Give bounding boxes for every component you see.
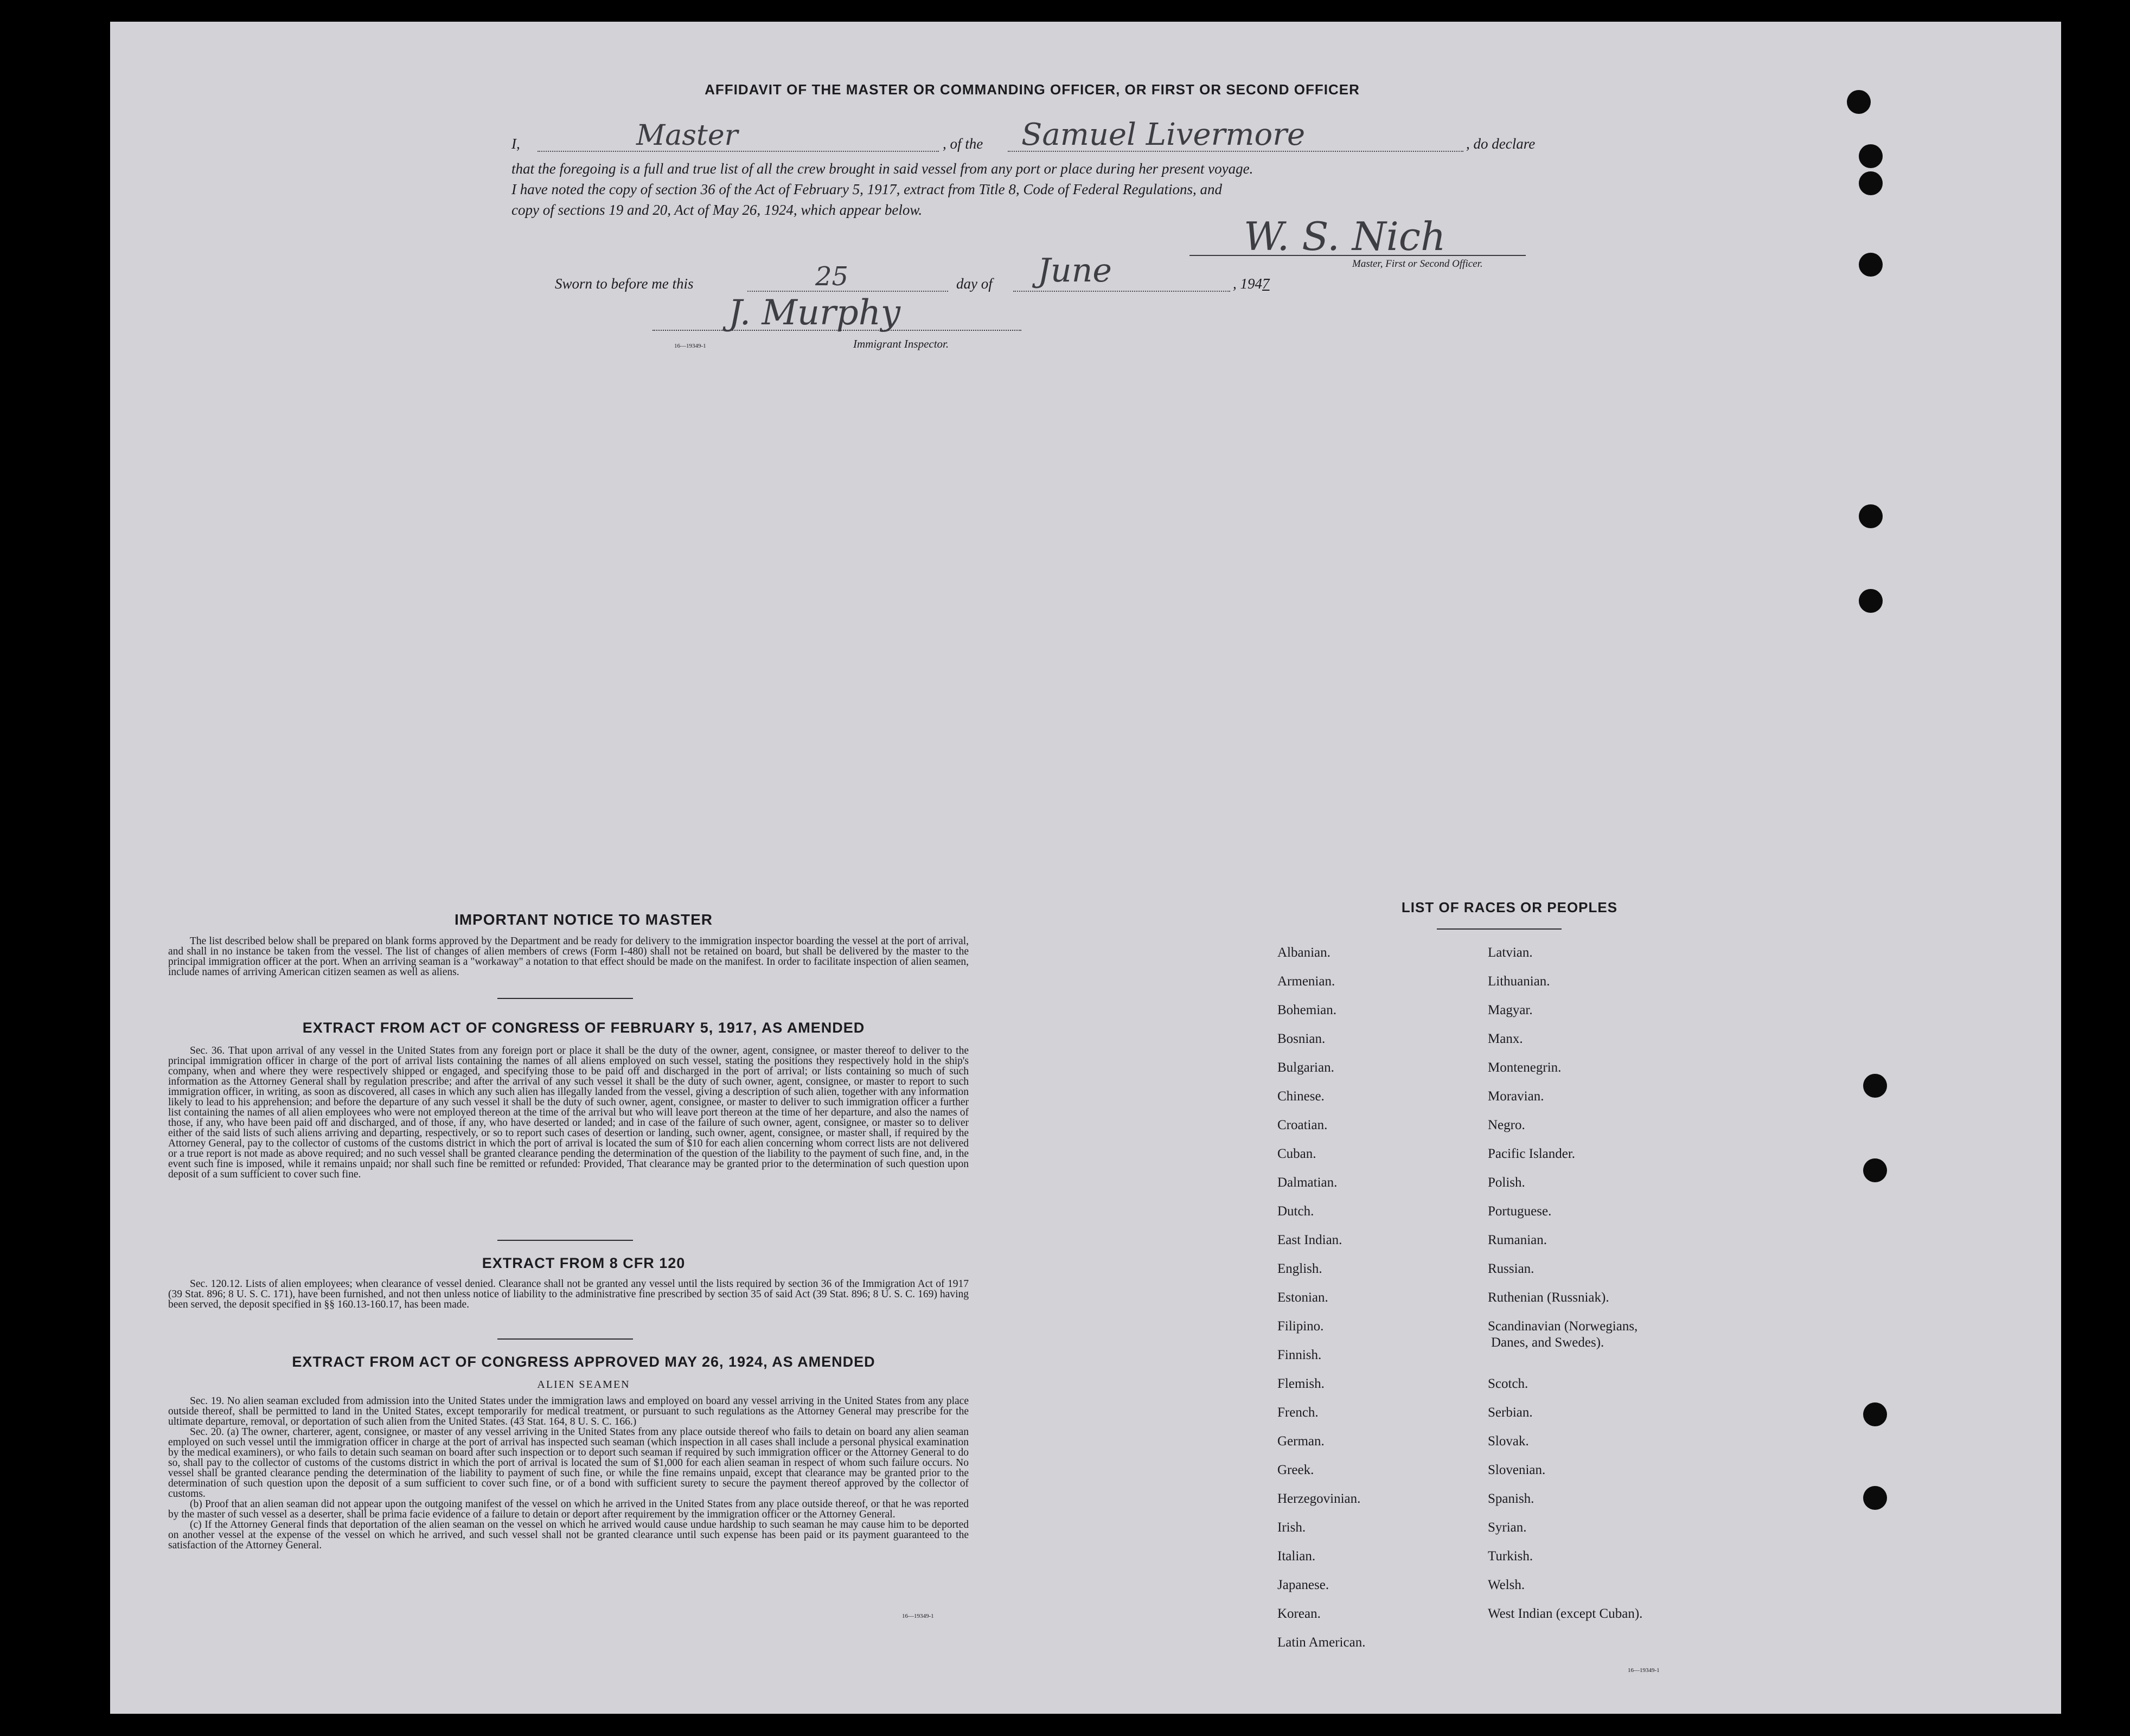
race-item: Croatian. xyxy=(1277,1118,1328,1132)
race-item: Scotch. xyxy=(1488,1376,1528,1391)
race-item: Portuguese. xyxy=(1488,1204,1552,1219)
separator xyxy=(1437,928,1562,930)
affidavit-title: AFFIDAVIT OF THE MASTER OR COMMANDING OFFICER, OR FIRST OR SECOND OFFICER xyxy=(705,81,1360,98)
race-item: Turkish. xyxy=(1488,1549,1533,1564)
i-label: I, xyxy=(511,136,520,152)
race-item: Ruthenian (Russniak). xyxy=(1488,1290,1609,1305)
race-item: Slovak. xyxy=(1488,1434,1529,1449)
year-digit-handwritten: 7 xyxy=(1262,276,1270,292)
separator xyxy=(497,1240,633,1241)
race-item: Dalmatian. xyxy=(1277,1175,1338,1190)
race-item: Flemish. xyxy=(1277,1376,1325,1391)
extract-1924-text xyxy=(168,1396,969,1551)
race-item: Herzegovinian. xyxy=(1277,1491,1361,1506)
race-item: Armenian. xyxy=(1277,974,1335,989)
declaration-line-2: that the foregoing is a full and true list of all the crew brought in said vessel from any port or place during her present voyage. xyxy=(511,161,1253,177)
extract-cfr-title: EXTRACT FROM 8 CFR 120 xyxy=(482,1255,686,1271)
alien-seamen-subtitle: ALIEN SEAMEN xyxy=(537,1379,630,1391)
day-of-label: day of xyxy=(956,276,993,292)
officer-title-rule xyxy=(538,136,939,152)
race-item: Moravian. xyxy=(1488,1089,1544,1104)
extract-1917-text xyxy=(168,1046,969,1180)
race-item: Slovenian. xyxy=(1488,1463,1546,1477)
race-item: Estonian. xyxy=(1277,1290,1328,1305)
race-item: English. xyxy=(1277,1261,1322,1276)
race-item: Pacific Islander. xyxy=(1488,1146,1576,1161)
races-right-column xyxy=(1488,945,1642,1635)
section-20a-paragraph: Sec. 20. (a) The owner, charterer, agent, consignee, or master of any vessel arriving in the United States from any place outside thereof who fails to detain on board any alien seaman employed on such vessel until the immigration officer in charge at the port of arrival has inspected such seaman (which inspection in all cases shall include a personal physical examination by the medical examiners), or who fails to detain such seaman on board after such inspection or to deport such seaman if required by such immigration officer or the Attorney General to do so, shall pay to the collector of customs of the customs district in which the port of arrival is located the sum of $1,000 for each alien seaman in respect of whom such failure occurs. No vessel shall be granted clearance pending the determination of the liability to payment of such fine, or while the fine remains unpaid, except that clearance may be granted prior to the determination of such question upon the deposit of a sum sufficient to cover such fine, or of a bond with sufficient surety to secure the payment thereof approved by the collector of customs. xyxy=(168,1426,969,1500)
races-title: LIST OF RACES OR PEOPLES xyxy=(1401,899,1618,915)
cfr-paragraph: Sec. 120.12. Lists of alien employees; when clearance of vessel denied. Clearance shall not be granted any vessel until the lists required by section 36 of the Immigration Act of 1917 (39 Stat. 896; 8 U. S. C. 171), have been furnished, and not then unless notice of liability to the administrative fine prescribed by section 35 of said Act (39 Stat. 896; 8 U. S. C. 169) having been served, the deposit specified in §§ 160.13-160.17, has been made. xyxy=(168,1278,969,1310)
day-handwritten: 25 xyxy=(815,261,849,292)
race-item: Dutch. xyxy=(1277,1204,1314,1219)
race-item-continued: Danes, and Swedes). xyxy=(1491,1335,1604,1350)
race-item: Japanese. xyxy=(1277,1578,1329,1592)
race-item: Finnish. xyxy=(1277,1348,1322,1362)
race-item: Manx. xyxy=(1488,1032,1523,1046)
race-item: Filipino. xyxy=(1277,1319,1324,1334)
inspector-signature: J. Murphy xyxy=(728,293,901,333)
race-item: Scandinavian (Norwegians, xyxy=(1488,1319,1638,1334)
section-36-paragraph: Sec. 36. That upon arrival of any vessel in the United States from any foreign port or place it shall be the duty of the owner, agent, consignee, or master thereof to deliver to the principal immigration officer in charge of the port of arrival lists containing the names of all aliens employed on such vessel, stating the positions they respectively hold in the ship's company, when and where they were respectively shipped or engaged, and specifying those to be paid off and discharged in the port of arrival; or lists containing so much of such information as the Attorney General shall by regulation prescribe; and after the arrival of any such vessel it shall be the duty of such owner, agent, consignee, or master to report to such immigration officer, in writing, as soon as discovered, all cases in which any such alien has illegally landed from the vessel, giving a description of such alien, together with any information likely to lead to his apprehension; and before the departure of any such vessel it shall be the duty of such owner, agent, consignee, or master to deliver to such immigration officer a further list containing the names of all alien employees who were not employed thereon at the time of the arrival but who will leave port thereon at the time of her departure, and also the names of those, if any, who have been paid off and discharged, and of those, if any, who have deserted or landed; and in case of the failure of such owner, agent, consignee, or master so to deliver either of the said lists of such aliens arriving and departing, respectively, or so to report such cases of desertion or landing, such owner, agent, consignee, or master shall, if required by the Attorney General, pay to the collector of customs of the customs district in which the port of arrival is located the sum of $10 for each alien concerning whom correct lists are not delivered or a true report is not made as above required; and no such vessel shall be granted clearance pending the determination of the question of the liability to the payment of such fine, and, in the event such fine is imposed, while it remains unpaid; nor shall such fine be remitted or refunded: Provided, That clearance may be granted prior to the determination of such question upon deposit of a sum sufficient to cover such fine. xyxy=(168,1045,969,1180)
master-caption: Master, First or Second Officer. xyxy=(1352,258,1483,270)
race-item: Italian. xyxy=(1277,1549,1316,1564)
race-item: Albanian. xyxy=(1277,945,1331,960)
race-item: Lithuanian. xyxy=(1488,974,1550,989)
race-item: East Indian. xyxy=(1277,1233,1342,1247)
form-code: 16—19349-1 xyxy=(674,343,706,349)
races-left-column xyxy=(1277,945,1365,1663)
race-item: Syrian. xyxy=(1488,1520,1527,1535)
race-item: Latin American. xyxy=(1277,1635,1366,1650)
notice-text xyxy=(168,936,969,977)
master-signature: W. S. Nich xyxy=(1244,214,1446,259)
race-item: Bosnian. xyxy=(1277,1032,1326,1046)
month-handwritten: June xyxy=(1038,252,1112,290)
punch-hole xyxy=(1863,1074,1887,1098)
declare-label: , do declare xyxy=(1466,136,1536,152)
race-item: Bulgarian. xyxy=(1277,1060,1334,1075)
race-item: Montenegrin. xyxy=(1488,1060,1562,1075)
form-page xyxy=(110,22,2061,1714)
separator xyxy=(497,998,633,999)
of-the-label: , of the xyxy=(943,136,983,152)
race-item: Greek. xyxy=(1277,1463,1314,1477)
punch-hole xyxy=(1859,171,1883,195)
notice-paragraph: The list described below shall be prepared on blank forms approved by the Department and be ready for delivery to the immigration inspector boarding the vessel at the port of arrival, and shall in no instance be taken from the vessel. The list of changes of alien members of crews (Form I-480) shall not be retained on board, but shall be delivered by the master to the principal immigration officer at the port. When an arriving seaman is a "workaway" a notation to that effect should be made on the manifest. In order to facilitate inspection of alien seamen, include names of arriving American citizen seamen as well as aliens. xyxy=(168,936,969,978)
race-item: German. xyxy=(1277,1434,1325,1449)
punch-hole xyxy=(1847,90,1871,114)
race-item: Rumanian. xyxy=(1488,1233,1547,1247)
race-item: Irish. xyxy=(1277,1520,1306,1535)
race-item: Polish. xyxy=(1488,1175,1525,1190)
year-label: , 1947 xyxy=(1233,276,1270,292)
sworn-label: Sworn to before me this xyxy=(555,276,694,292)
extract-cfr-text xyxy=(168,1279,969,1310)
extract-1917-title: EXTRACT FROM ACT OF CONGRESS OF FEBRUARY 5, 1917, AS AMENDED xyxy=(302,1020,865,1036)
officer-title-handwritten: Master xyxy=(636,119,738,152)
race-item: Bohemian. xyxy=(1277,1003,1337,1017)
section-20c-paragraph: (c) If the Attorney General finds that deportation of the alien seaman on the vessel on which he arrived would cause undue hardship to such seaman he may cause him to be deported on another vessel at the expense of the vessel on which he arrived, and such vessel shall not be granted clearance until such expense has been paid or its payment guaranteed to the satisfaction of the Attorney General. xyxy=(168,1519,969,1551)
race-item: Chinese. xyxy=(1277,1089,1325,1104)
form-code: 16—19349-1 xyxy=(1628,1667,1660,1674)
race-item: Korean. xyxy=(1277,1606,1321,1621)
race-item: Russian. xyxy=(1488,1261,1534,1276)
declaration-line-3: I have noted the copy of section 36 of the Act of February 5, 1917, extract from Title 8, Code of Federal Regulations, and xyxy=(511,181,1223,197)
declaration-line-1 xyxy=(511,117,1661,157)
race-item: West Indian (except Cuban). xyxy=(1488,1606,1643,1621)
punch-hole xyxy=(1863,1486,1887,1510)
punch-hole xyxy=(1859,253,1883,277)
separator xyxy=(497,1338,633,1340)
punch-hole xyxy=(1859,504,1883,528)
declaration-line-4: copy of sections 19 and 20, Act of May 26, 1924, which appear below. xyxy=(511,202,923,218)
inspector-caption: Immigrant Inspector. xyxy=(853,337,949,350)
vessel-name-handwritten: Samuel Livermore xyxy=(1021,117,1306,152)
race-item: Magyar. xyxy=(1488,1003,1533,1017)
punch-hole xyxy=(1859,589,1883,613)
race-item: Welsh. xyxy=(1488,1578,1525,1592)
section-20b-paragraph: (b) Proof that an alien seaman did not appear upon the outgoing manifest of the vessel on which he arrived in the United States from any place outside thereof, or that he was reported by the master of such vessel as a deserter, shall be prima facie evidence of a failure to detain or deport after requirement by the immigration officer or the Attorney General. xyxy=(168,1498,969,1520)
race-item: Spanish. xyxy=(1488,1491,1534,1506)
race-item: Serbian. xyxy=(1488,1405,1533,1420)
punch-hole xyxy=(1859,144,1883,168)
race-item: Latvian. xyxy=(1488,945,1533,960)
punch-hole xyxy=(1863,1402,1887,1426)
notice-title: IMPORTANT NOTICE TO MASTER xyxy=(454,911,713,928)
race-item: French. xyxy=(1277,1405,1319,1420)
race-item: Cuban. xyxy=(1277,1146,1316,1161)
section-19-paragraph: Sec. 19. No alien seaman excluded from admission into the United States under the immigration laws and employed on board any vessel arriving in the United States from any place outside thereof, shall be permitted to land in the United States, except temporarily for medical treatment, or pursuant to such regulations as the Attorney General may prescribe for the ultimate departure, removal, or deportation of such alien from the United States. (43 Stat. 164, 8 U. S. C. 166.) xyxy=(168,1395,969,1427)
form-code: 16—19349-1 xyxy=(902,1613,934,1619)
punch-hole xyxy=(1863,1158,1887,1182)
race-item: Negro. xyxy=(1488,1118,1525,1132)
extract-1924-title: EXTRACT FROM ACT OF CONGRESS APPROVED MAY 26, 1924, AS AMENDED xyxy=(292,1354,875,1370)
